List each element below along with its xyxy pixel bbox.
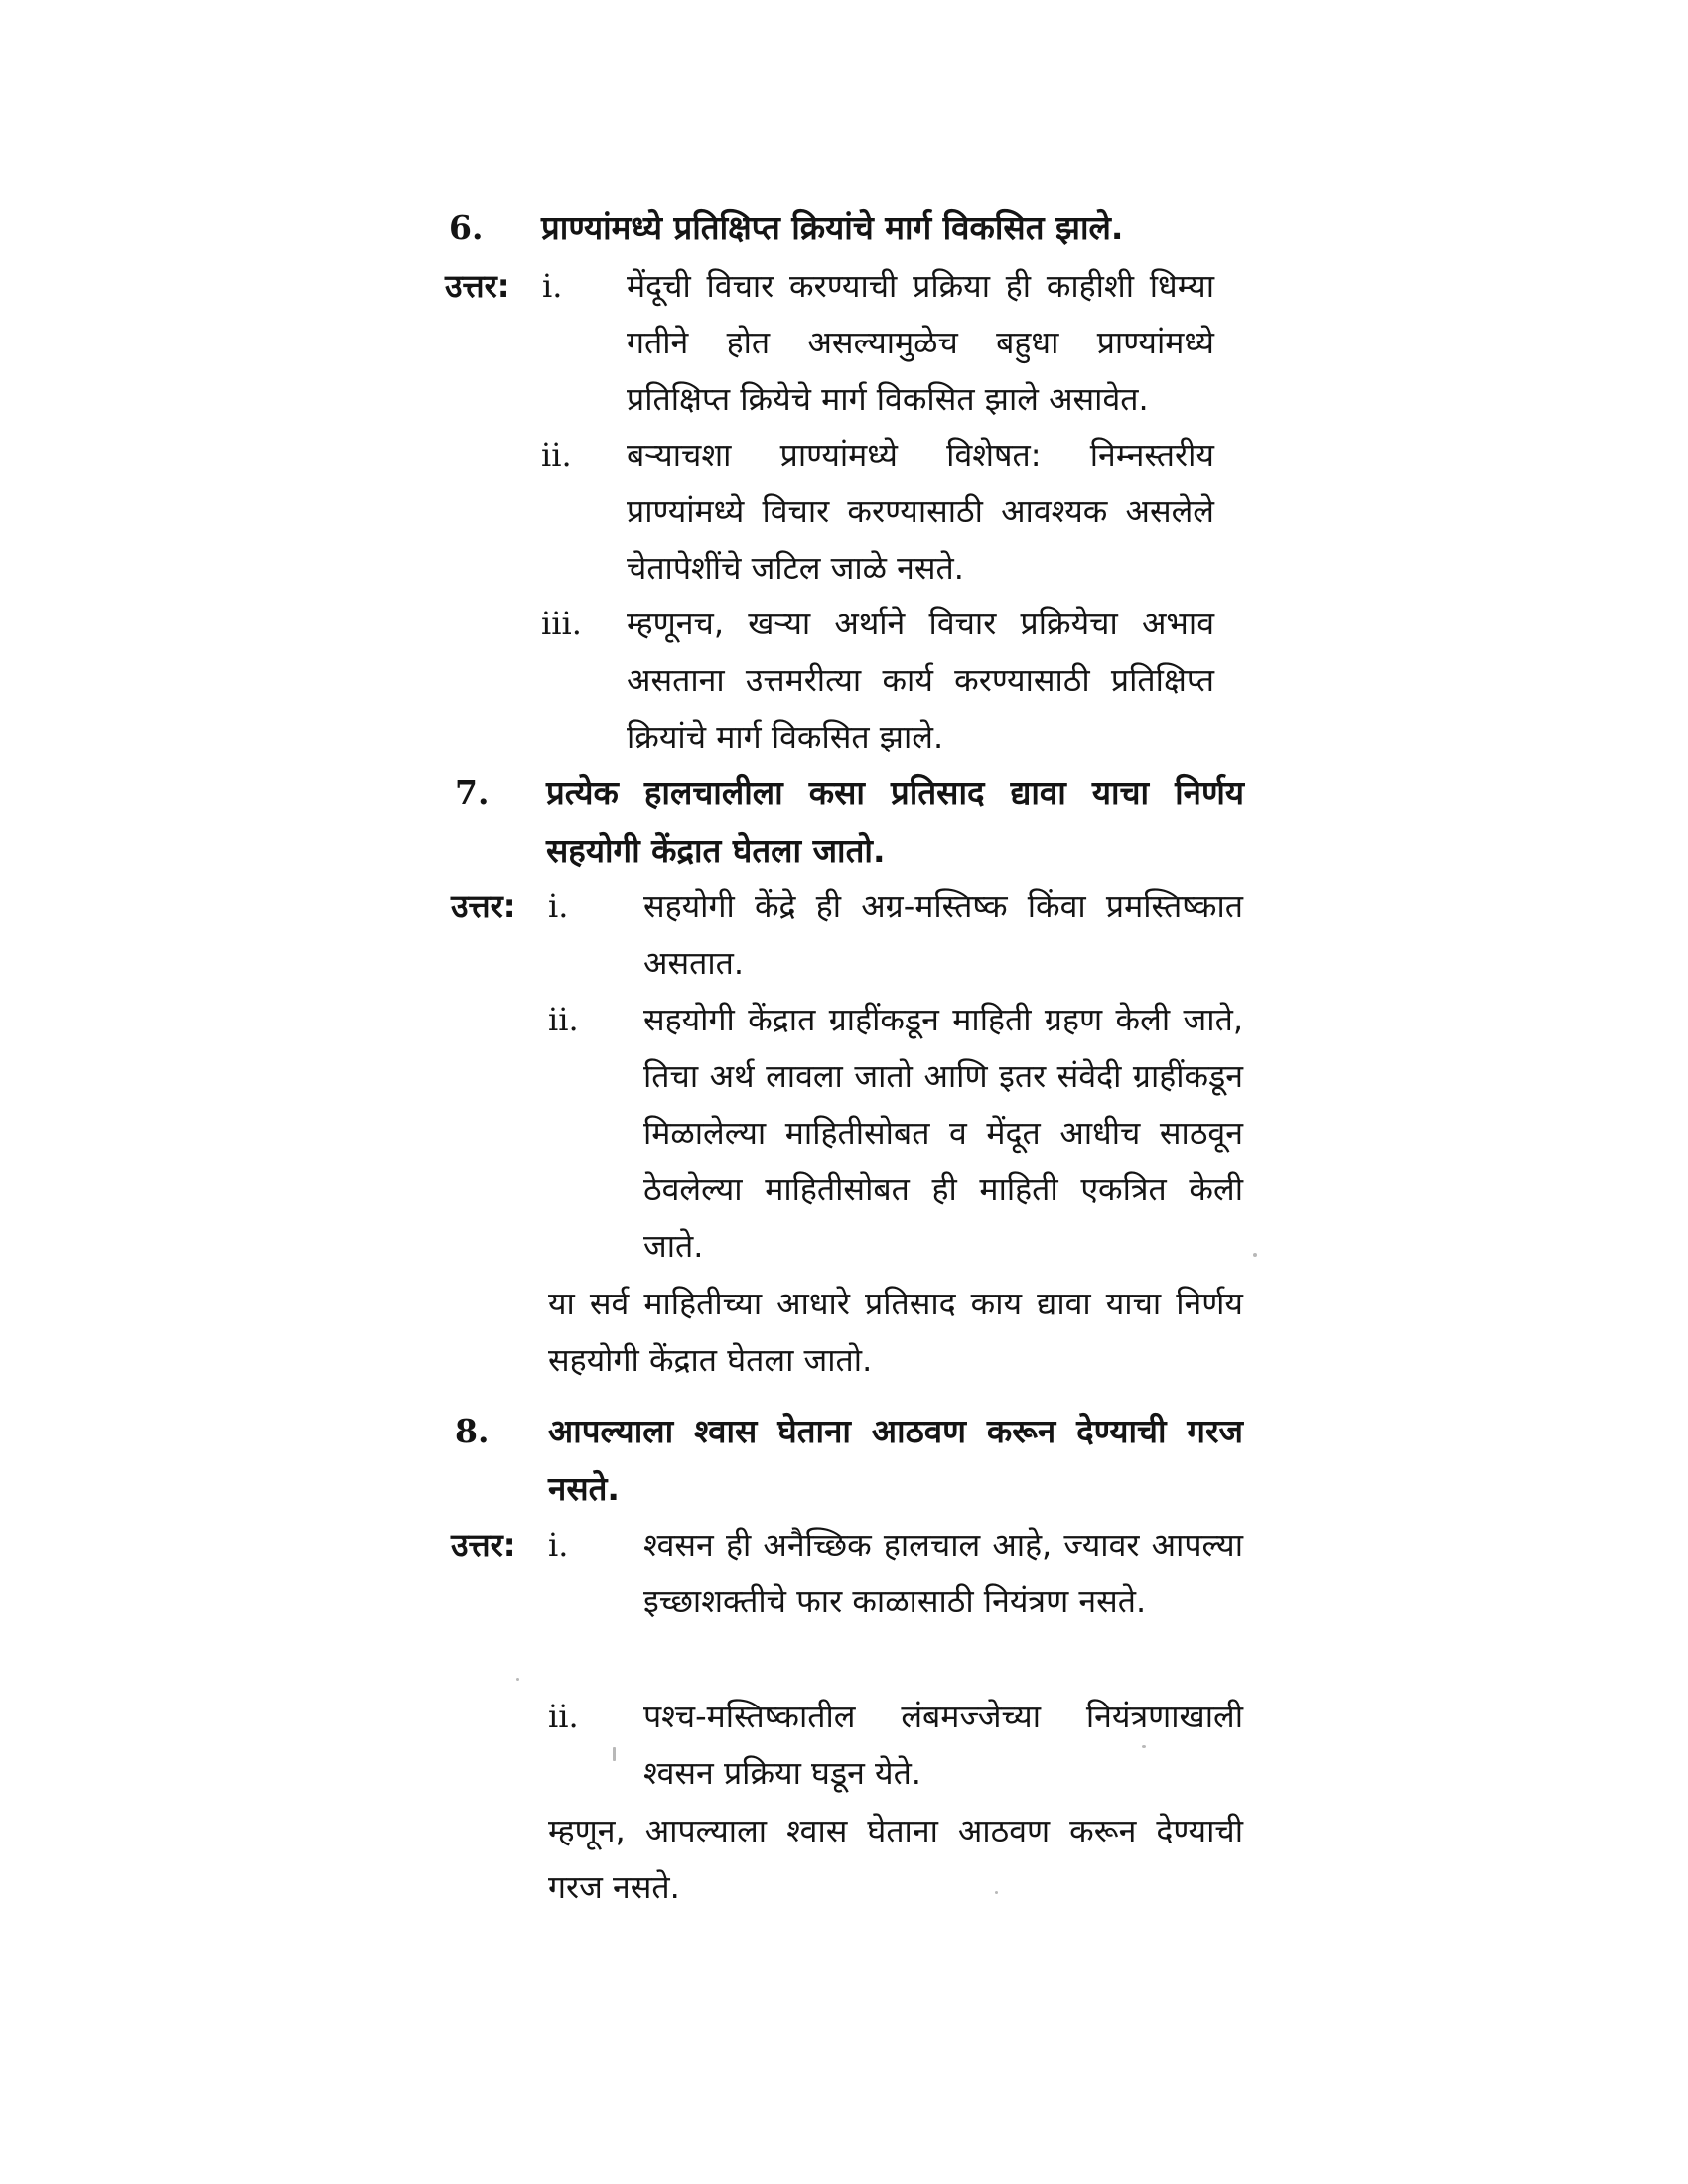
scan-speck [516,1678,519,1681]
question-6-item-3-numeral: iii. [541,605,582,642]
question-6-item-3-text: म्हणूनच, खऱ्या अर्थाने विचार प्रक्रियेचा अभाव असताना उत्तमरीत्या कार्य करण्यासाठी प्रतिक्षिप्त क्रियांचे मार्ग विकसित झाले. [627,605,1214,755]
question-7-item-2-text: सहयोगी केंद्रात ग्राहींकडून माहिती ग्रहण केली जाते, तिचा अर्थ लावला जातो आणि इतर संवेदी ग्राहींकडून मिळालेल्या माहितीसोबत व मेंदूत आधीच साठवून ठेवलेल्या माहितीसोबत ही माहिती एकत्रित केली जाते. [643,1001,1243,1265]
scan-speck [995,1891,998,1894]
question-8-text: आपल्याला श्वास घेताना आठवण करून देण्याची गरज नसते. [548,1412,1243,1508]
question-6-item-2-numeral: ii. [541,436,572,474]
scan-speck [1253,1253,1257,1257]
question-8-answer-label: उत्तर: [451,1526,516,1564]
question-6-answer-label: उत्तर: [445,267,510,305]
question-8-conclusion: म्हणून, आपल्याला श्वास घेताना आठवण करून देण्याची गरज नसते. [548,1812,1243,1906]
question-7-number: 7. [455,773,490,812]
question-8-item-2-text: पश्च-मस्तिष्कातील लंबमज्जेच्या नियंत्रणाखाली श्वसन प्रक्रिया घडून येते. [643,1698,1243,1792]
question-7-answer-label: उत्तर: [451,887,516,925]
question-6-item-2-text: बऱ्याचशा प्राण्यांमध्ये विशेषत: निम्नस्तरीय प्राण्यांमध्ये विचार करण्यासाठी आवश्यक असलेले चेतापेशींचे जटिल जाळे नसते. [627,436,1214,587]
question-6-item-1-numeral: i. [542,267,563,305]
question-8-number: 8. [455,1412,490,1450]
question-8-item-1-numeral: i. [548,1526,569,1564]
question-6-text: प्राण्यांमध्ये प्रतिक्षिप्त क्रियांचे मार्ग विकसित झाले. [541,208,1124,247]
scan-speck [613,1747,616,1761]
scan-speck [1142,1745,1146,1748]
question-7-text: प्रत्येक हालचालीला कसा प्रतिसाद द्यावा याचा निर्णय सहयोगी केंद्रात घेतला जातो. [546,773,1244,870]
question-7-item-1-numeral: i. [548,887,569,925]
question-8-item-1-text: श्वसन ही अनैच्छिक हालचाल आहे, ज्यावर आपल्या इच्छाशक्तीचे फार काळासाठी नियंत्रण नसते. [643,1526,1243,1620]
question-8-item-2-numeral: ii. [548,1698,579,1735]
question-6-number: 6. [449,208,484,247]
question-7-conclusion: या सर्व माहितीच्या आधारे प्रतिसाद काय द्यावा याचा निर्णय सहयोगी केंद्रात घेतला जातो. [548,1285,1243,1379]
question-7-item-2-numeral: ii. [548,1001,579,1038]
question-7-item-1-text: सहयोगी केंद्रे ही अग्र-मस्तिष्क किंवा प्रमस्तिष्कात असतात. [643,887,1243,982]
question-6-item-1-text: मेंदूची विचार करण्याची प्रक्रिया ही काहीशी धिम्या गतीने होत असल्यामुळेच बहुधा प्राण्यांमध्ये प्रतिक्षिप्त क्रियेचे मार्ग विकसित झाले असावेत. [627,267,1214,418]
